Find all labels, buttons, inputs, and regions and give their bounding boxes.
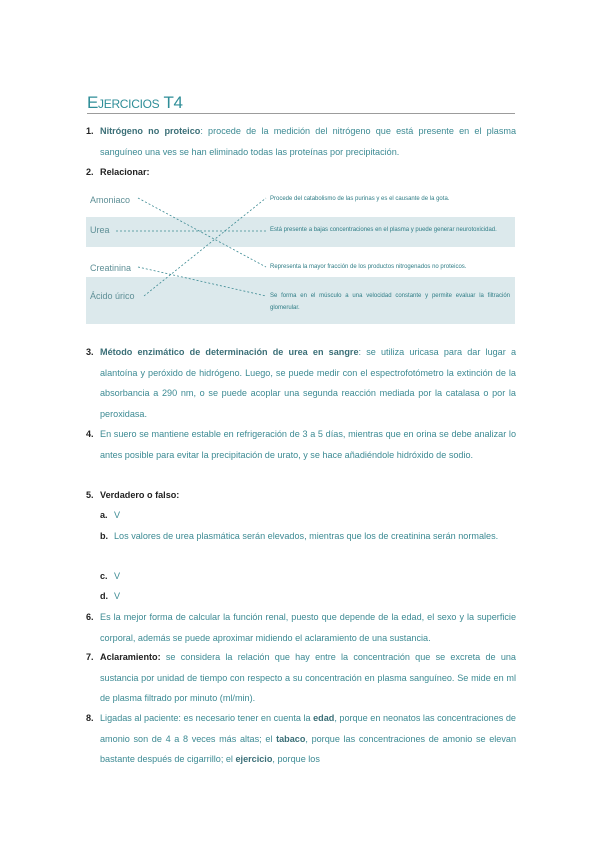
term: Aclaramiento: [100,652,161,662]
exercise-7 [86,647,516,709]
answer-text: Es la mejor forma de calcular la función renal, puesto que depende de la edad, el sexo y la superficie corporal, además se puede aproximar midiendo el aclaramiento de una sustancia. [100,612,516,643]
term: Verdadero o falso: [100,490,180,500]
exercise-5 [86,485,516,506]
vf-item [100,586,516,607]
exercise-4 [86,424,516,465]
item-number: 8. [86,713,94,723]
match-right-item: Procede del catabolismo de las purinas y es el causante de la gota. [270,196,450,202]
vf-answer: V [114,571,121,581]
term: Nitrógeno no proteico [100,126,201,136]
item-number: 4. [86,429,94,439]
match-right-item: Se forma en el músculo a una velocidad constante y permite evaluar la filtración glomerular. [270,293,510,311]
page-title: Ejercicios T4 [87,93,183,112]
exercise-8 [86,708,516,770]
term: Relacionar: [100,167,150,177]
answer-text: : se utiliza uricasa para dar lugar a alantoína y peróxido de hidrógeno. Luego, se puede medir con el espectrofotómetro la extinción de la absorbancia a 290 nm, o se puede acoplar una segunda reacción mediada por la catalasa o por la peroxidasa. [100,347,516,419]
exercise-3 [86,342,516,424]
answer-text: Ligadas al paciente: es necesario tener en cuenta la [100,713,314,723]
vf-item [100,505,516,526]
match-left-item: Creatinina [90,263,132,273]
answer-text: se considera la relación que hay entre la concentración que se excreta de una sustancia por unidad de tiempo con respecto a su concentración en plasma sanguíneo. Se mide en ml de plasma filtrado por minuto (ml/min). [100,652,516,703]
answer-text: En suero se mantiene estable en refrigeración de 3 a 5 días, mientras que en orina se debe analizar lo antes posible para evitar la precipitación de urato, y se hace añadiéndole hidróxido de sodio. [100,429,516,460]
match-line [138,198,266,267]
match-left-item: Amoniaco [90,195,131,205]
answer-text: , porque en neonatos las concentraciones de amonio son de 4 a 8 veces más altas; el [100,713,516,744]
vf-item [100,526,516,547]
vf-item [100,566,516,587]
term: ejercicio [235,754,273,764]
vf-answer: V [114,591,121,601]
exercise-6 [86,607,516,648]
item-number: 6. [86,612,94,622]
vf-answer: V [114,510,121,520]
item-number: 3. [86,347,94,357]
answer-text: , porque los [272,754,320,764]
vf-answer: Los valores de urea plasmática serán elevados, mientras que los de creatinina serán normales. [114,531,499,541]
match-left-item: Ácido úrico [90,291,135,301]
term: Método enzimático de determinación de urea en sangre [100,347,359,357]
match-line [138,267,266,296]
term: tabaco [276,733,306,744]
exercise-2 [86,162,516,183]
exercise-1 [86,121,516,162]
match-right-item: Está presente a bajas concentraciones en el plasma y puede generar neurotoxicidad. [270,227,497,233]
item-number: 7. [86,652,94,662]
matching-lines [86,187,515,324]
item-number: 2. [86,167,94,177]
answer-text: : procede de la medición del nitrógeno que está presente en el plasma sanguíneo una ves se han eliminado todas las proteínas por precipitación. [100,126,516,157]
match-line [144,198,266,296]
matching-table [86,187,515,324]
answer-text: , porque las concentraciones de amonio se elevan bastante después de cigarrillo; el [100,733,517,764]
match-left-item: Urea [90,225,110,235]
term: edad [313,713,335,723]
item-letter: a. [100,510,108,520]
item-number: 1. [86,126,94,136]
item-letter: c. [100,571,108,581]
item-letter: d. [100,591,109,601]
item-number: 5. [86,490,94,500]
item-letter: b. [100,531,109,541]
match-right-item: Representa la mayor fracción de los productos nitrogenados no proteicos. [270,264,467,270]
title-divider [87,113,515,114]
